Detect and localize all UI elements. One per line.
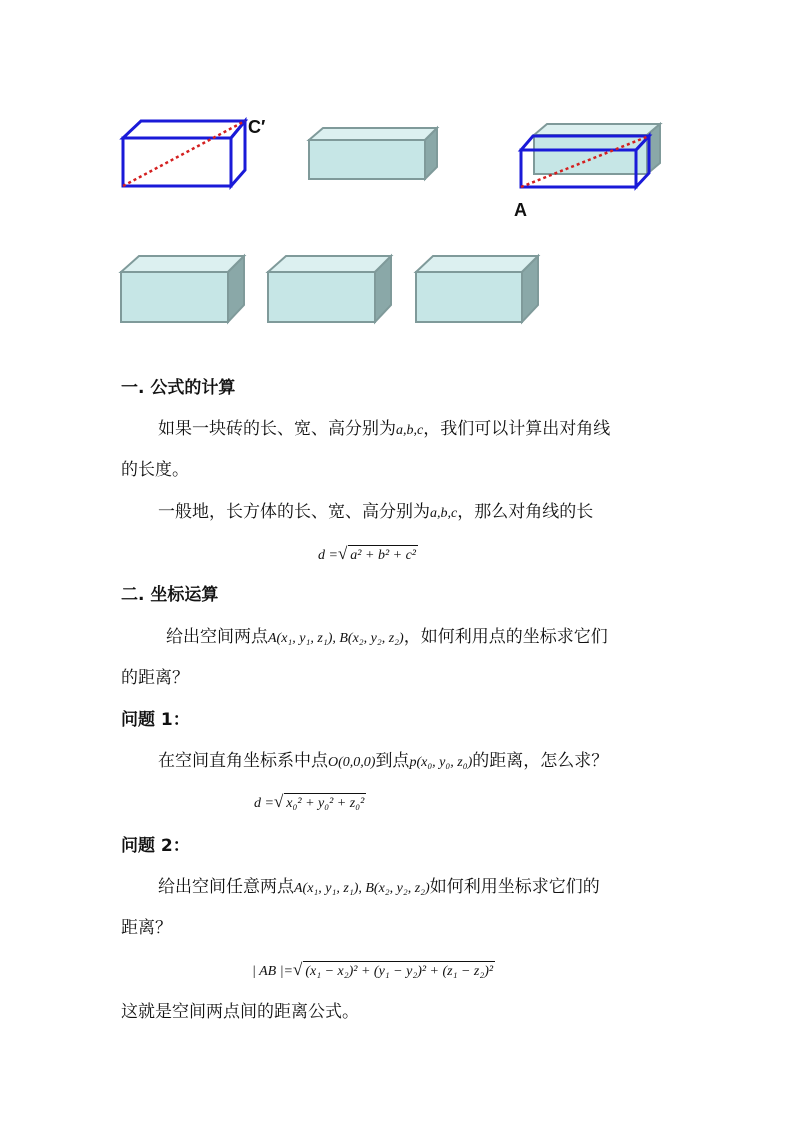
q2-text-a: 给出空间任意两点 bbox=[158, 877, 294, 897]
section2-paragraph1-line1 bbox=[166, 627, 608, 649]
section2-para1-text-b: ，如何利用点的坐标求它们 bbox=[403, 627, 608, 647]
label-a: A bbox=[514, 200, 527, 220]
q2-points: A(x₁, y₁, z₁), B(x₂, y₂, z₂) bbox=[294, 881, 430, 896]
two-point-distance-formula bbox=[252, 960, 495, 982]
two-point-formula-lhs: | AB |= bbox=[252, 964, 293, 979]
section1-para1-vars: a,b,c bbox=[396, 423, 424, 438]
origin-formula-lhs: d = bbox=[254, 796, 274, 811]
question2-text-line2: 距离？ bbox=[121, 918, 172, 938]
q1-text-b: 到点 bbox=[375, 751, 410, 771]
brick-bottom-2 bbox=[268, 256, 391, 322]
section1-heading: 一. 公式的计算 bbox=[121, 378, 236, 398]
section1-paragraph1-line2: 的长度。 bbox=[121, 460, 189, 480]
brick-bottom-1 bbox=[121, 256, 244, 322]
origin-distance-formula bbox=[254, 792, 366, 814]
bricks-figure bbox=[0, 0, 794, 340]
diagonal-line-left bbox=[123, 121, 245, 186]
q1-text-c: 的距离，怎么求？ bbox=[472, 751, 609, 771]
section2-para1-text-a: 给出空间两点 bbox=[166, 627, 268, 647]
question1-heading: 问题 1： bbox=[121, 710, 190, 730]
section1-para2-text-a: 一般地，长方体的长、宽、高分别为 bbox=[158, 502, 430, 522]
question2-text-line1 bbox=[158, 877, 600, 899]
brick-bottom-3 bbox=[416, 256, 538, 322]
question2-heading: 问题 2： bbox=[121, 836, 190, 856]
q2-text-b: 如何利用坐标求它们的 bbox=[429, 877, 600, 897]
origin-formula-radicand: x₀² + y₀² + z₀² bbox=[284, 793, 366, 814]
q1-point-p: p(x₀, y₀, z₀) bbox=[409, 755, 473, 770]
q1-text-a: 在空间直角坐标系中点 bbox=[158, 751, 328, 771]
section1-paragraph1-line1 bbox=[158, 419, 610, 441]
sqrt-icon: √ bbox=[293, 960, 303, 979]
two-point-formula-radicand: (x₁ − x₂)² + (y₁ − y₂)² + (z₁ − z₂)² bbox=[303, 961, 495, 982]
conclusion-text: 这就是空间两点间的距离公式。 bbox=[121, 1002, 359, 1022]
section2-para1-points: A(x₁, y₁, z₁), B(x₂, y₂, z₂) bbox=[268, 631, 404, 646]
sqrt-icon: √ bbox=[273, 792, 284, 811]
section1-para2-vars: a,b,c bbox=[430, 506, 458, 521]
diagonal-formula bbox=[318, 544, 418, 566]
q1-origin: O(0,0,0) bbox=[328, 755, 376, 770]
diagonal-formula-lhs: d = bbox=[318, 548, 338, 563]
diagonal-formula-radicand: a² + b² + c² bbox=[348, 545, 418, 566]
label-c-prime: C′ bbox=[248, 117, 266, 137]
section1-paragraph2 bbox=[158, 502, 593, 524]
section1-para2-text-b: ，那么对角线的长 bbox=[457, 502, 594, 522]
section1-para1-text-b: ，我们可以计算出对角线 bbox=[423, 419, 611, 439]
brick-top-middle bbox=[309, 128, 437, 179]
section2-heading: 二. 坐标运算 bbox=[121, 585, 219, 605]
question1-text bbox=[158, 751, 608, 773]
section2-paragraph1-line2: 的距离？ bbox=[121, 668, 189, 688]
sqrt-icon: √ bbox=[337, 544, 348, 563]
section1-para1-text-a: 如果一块砖的长、宽、高分别为 bbox=[158, 419, 396, 439]
